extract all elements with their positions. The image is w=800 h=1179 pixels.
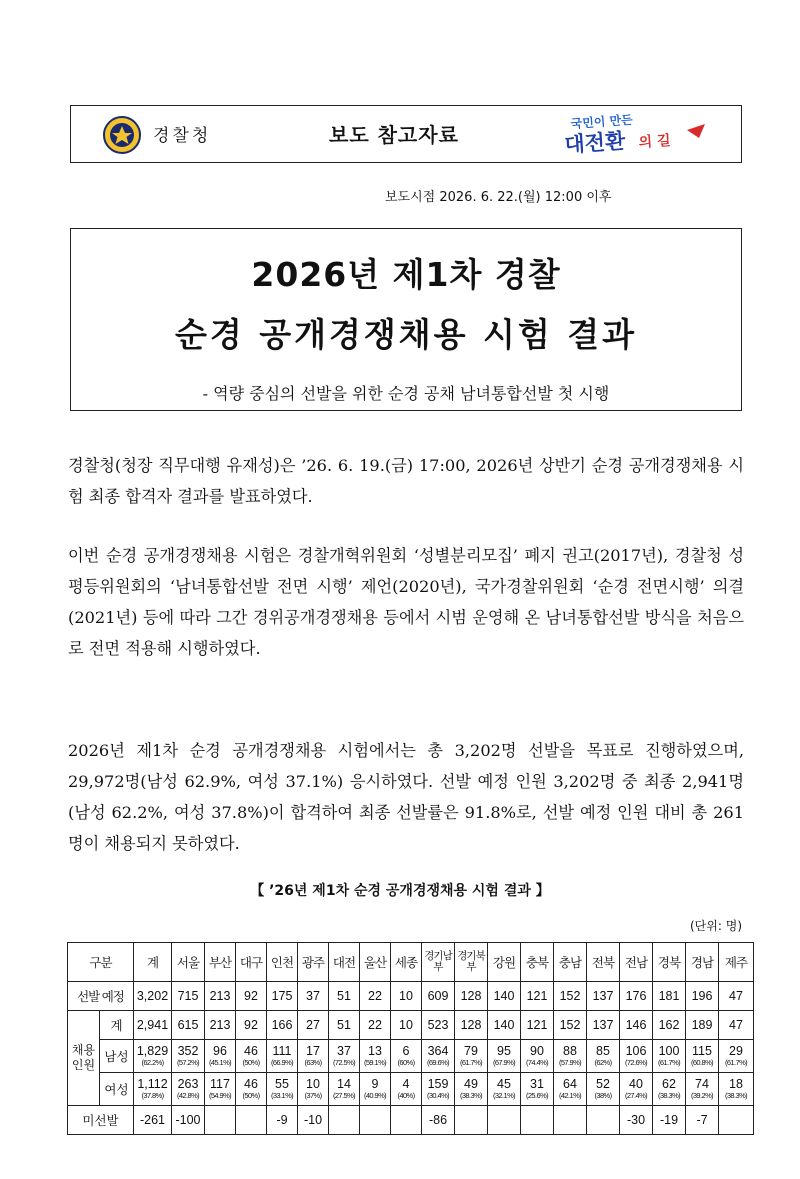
cell-count: 159 (427, 1076, 449, 1091)
table-cell: 121 (521, 1011, 554, 1040)
column-header: 경기남부 (422, 943, 455, 982)
table-cell (455, 1106, 488, 1135)
table-cell: 137 (587, 982, 620, 1011)
table-cell (391, 1040, 422, 1073)
column-header: 강원 (488, 943, 521, 982)
cell-percent: (61.7%) (459, 1057, 483, 1067)
cell-count: 10 (306, 1076, 320, 1091)
cell-count: 52 (596, 1076, 610, 1091)
column-header: 충북 (521, 943, 554, 982)
paragraph-3: 2026년 제1차 순경 공개경쟁채용 시험에서는 총 3,202명 선발을 목표로 진행하였으며, 29,972명(남성 62.9%, 여성 37.1%) 응시하였다. 선발 예정 인원 3,202명 중 최종 2,941명(남성 62.2%, 여성 37.8%)이 합격하여 최종 선발률은 91.8%로, 선발 예정 인원 대비 총 261명이 채용되지 못하였다. (68, 741, 744, 853)
table-cell: 213 (205, 1011, 236, 1040)
table-cell (360, 1040, 391, 1073)
column-header: 계 (134, 943, 172, 982)
cell-percent: (30.4%) (426, 1090, 450, 1100)
table-cell (455, 1040, 488, 1073)
table-cell (554, 1106, 587, 1135)
cell-count: 55 (275, 1076, 289, 1091)
cell-count: 14 (337, 1076, 351, 1091)
cell-percent: (32.1%) (492, 1090, 516, 1100)
table-cell (298, 1073, 329, 1106)
paragraph-1: 경찰청(청장 직무대행 유재성)은 ’26. 6. 19.(금) 17:00, 2026년 상반기 순경 공개경쟁채용 시험 최종 합격자 결과를 발표하였다. (68, 456, 744, 506)
table-cell: 3,202 (134, 982, 172, 1011)
table-cell: -7 (686, 1106, 719, 1135)
table-unit: (단위: 명) (690, 919, 742, 933)
table-cell: 128 (455, 1011, 488, 1040)
table-cell: 152 (554, 982, 587, 1011)
cell-percent: (72.5%) (332, 1057, 356, 1067)
cell-count: 64 (563, 1076, 577, 1091)
table-cell: 152 (554, 1011, 587, 1040)
table-cell (391, 1073, 422, 1106)
cell-percent: (27.4%) (624, 1090, 648, 1100)
cell-count: 100 (658, 1043, 680, 1058)
cell-percent: (62.2%) (141, 1057, 164, 1067)
table-cell: 176 (620, 982, 653, 1011)
table-cell: 137 (587, 1011, 620, 1040)
table-row (68, 1011, 754, 1040)
row-label: 미선발 (68, 1106, 134, 1135)
row-label: 남성 (100, 1040, 134, 1073)
title-line1: 2026년 제1차 경찰 (251, 255, 561, 294)
table-cell (488, 1073, 521, 1106)
table-cell: 162 (653, 1011, 686, 1040)
column-header: 제주 (719, 943, 754, 982)
table-cell: 51 (329, 982, 360, 1011)
column-header: 인천 (267, 943, 298, 982)
table-cell (488, 1040, 521, 1073)
table-cell (236, 1040, 267, 1073)
cell-percent: (50%) (242, 1057, 260, 1067)
table-cell: -9 (267, 1106, 298, 1135)
table-cell (329, 1106, 360, 1135)
table-cell: 523 (422, 1011, 455, 1040)
table-cell (587, 1040, 620, 1073)
cell-count: 96 (213, 1043, 227, 1058)
cell-percent: (61.7%) (657, 1057, 681, 1067)
table-cell: 37 (298, 982, 329, 1011)
table-cell: 47 (719, 982, 754, 1011)
cell-count: 31 (530, 1076, 544, 1091)
cell-count: 45 (497, 1076, 511, 1091)
paragraph-2: 이번 순경 공개경쟁채용 시험은 경찰개혁위원회 ‘성별분리모집’ 폐지 권고(2017년), 경찰청 성평등위원회의 ‘남녀통합선발 전면 시행’ 제언(2020년), 국가경찰위원회 ‘순경 전면시행’ 의결(2021년) 등에 따라 그간 경위공개경쟁채용 등에서 시범 운영해 온 남녀통합선발 방식을 처음으로 전면 적용해 시행하였다. (68, 546, 744, 658)
table-cell: 166 (267, 1011, 298, 1040)
table-cell: 213 (205, 982, 236, 1011)
table-cell: 715 (172, 982, 205, 1011)
table-cell (653, 1040, 686, 1073)
table-cell (329, 1073, 360, 1106)
table-cell: 181 (653, 982, 686, 1011)
table-cell: 140 (488, 982, 521, 1011)
title-line2: 순경 공개경쟁채용 시험 결과 (174, 315, 637, 354)
column-header: 경남 (686, 943, 719, 982)
table-cell: 189 (686, 1011, 719, 1040)
table-cell: 47 (719, 1011, 754, 1040)
table-cell (172, 1073, 205, 1106)
cell-percent: (27.5%) (332, 1090, 356, 1100)
column-header: 전북 (587, 943, 620, 982)
header-cell: 구분 (68, 943, 134, 982)
cell-count: 263 (177, 1076, 199, 1091)
table-cell (205, 1073, 236, 1106)
cell-percent: (40%) (397, 1090, 415, 1100)
table-cell (521, 1040, 554, 1073)
column-header: 부산 (205, 943, 236, 982)
column-header: 울산 (360, 943, 391, 982)
table-cell: 140 (488, 1011, 521, 1040)
table-cell: 92 (236, 1011, 267, 1040)
table-cell: 10 (391, 982, 422, 1011)
cell-count: 74 (695, 1076, 709, 1091)
cell-count: 17 (306, 1043, 320, 1058)
cell-percent: (61.7%) (724, 1057, 748, 1067)
police-emblem-icon (103, 116, 141, 154)
table-cell: 609 (422, 982, 455, 1011)
cell-count: 13 (368, 1043, 382, 1058)
cell-percent: (69.6%) (426, 1057, 450, 1067)
table-cell (360, 1106, 391, 1135)
cell-percent: (72.6%) (624, 1057, 648, 1067)
cell-percent: (60%) (397, 1057, 415, 1067)
table-cell (521, 1073, 554, 1106)
table-cell (329, 1040, 360, 1073)
cell-percent: (66.9%) (270, 1057, 294, 1067)
slogan-line1: 국민이 만든 (570, 112, 634, 131)
column-header: 대구 (236, 943, 267, 982)
table-cell: 146 (620, 1011, 653, 1040)
table-cell (554, 1040, 587, 1073)
row-group-label: 채용인원 (68, 1011, 100, 1106)
cell-percent: (59.1%) (363, 1057, 387, 1067)
table-cell (391, 1106, 422, 1135)
table-cell (587, 1106, 620, 1135)
cell-percent: (42.8%) (176, 1090, 200, 1100)
cell-percent: (39.2%) (690, 1090, 714, 1100)
table-cell: 128 (455, 982, 488, 1011)
cell-percent: (25.6%) (525, 1090, 549, 1100)
cell-count: 1,112 (137, 1076, 168, 1091)
cell-percent: (40.9%) (363, 1090, 387, 1100)
table-cell: -19 (653, 1106, 686, 1135)
cell-count: 29 (729, 1043, 743, 1058)
table-cell: 10 (391, 1011, 422, 1040)
cell-percent: (57.2%) (176, 1057, 200, 1067)
table-cell (620, 1073, 653, 1106)
cell-count: 46 (244, 1076, 258, 1091)
table-cell (455, 1073, 488, 1106)
cell-percent: (50%) (242, 1090, 260, 1100)
table-cell (134, 1040, 172, 1073)
table-cell: -10 (298, 1106, 329, 1135)
table-cell: 196 (686, 982, 719, 1011)
cell-count: 90 (530, 1043, 544, 1058)
table-cell: 92 (236, 982, 267, 1011)
cell-count: 37 (337, 1043, 351, 1058)
cell-percent: (33.1%) (270, 1090, 294, 1100)
cell-count: 4 (402, 1076, 410, 1091)
table-cell (686, 1073, 719, 1106)
cell-percent: (38%) (594, 1090, 612, 1100)
table-cell: 27 (298, 1011, 329, 1040)
table-cell: 22 (360, 1011, 391, 1040)
cell-percent: (57.9%) (558, 1057, 582, 1067)
cell-count: 6 (402, 1043, 410, 1058)
table-cell (719, 1040, 754, 1073)
cell-count: 111 (272, 1043, 292, 1058)
cell-percent: (60.8%) (690, 1057, 714, 1067)
table-row (68, 1073, 754, 1106)
table-cell (620, 1040, 653, 1073)
cell-count: 117 (210, 1076, 230, 1091)
table-row (68, 1106, 754, 1135)
table-header-row (68, 943, 754, 982)
column-header: 전남 (620, 943, 653, 982)
table-cell: -100 (172, 1106, 205, 1135)
slogan-line2a: 대전환 (563, 128, 627, 157)
table-cell (236, 1073, 267, 1106)
table-cell (587, 1073, 620, 1106)
slogan-logo (559, 112, 709, 158)
slogan-line2b: 의 길 (638, 132, 672, 151)
table-cell: 121 (521, 982, 554, 1011)
table-cell: -261 (134, 1106, 172, 1135)
row-label: 선발 예정 (68, 982, 134, 1011)
letterhead (70, 105, 742, 163)
table-cell (719, 1106, 754, 1135)
column-header: 광주 (298, 943, 329, 982)
table-cell (267, 1040, 298, 1073)
cell-count: 62 (662, 1076, 676, 1091)
table-cell (719, 1073, 754, 1106)
cell-percent: (38.3%) (459, 1090, 483, 1100)
cell-percent: (38.3%) (657, 1090, 681, 1100)
document-type: 보도 참고자료 (329, 123, 459, 147)
cell-percent: (42.1%) (558, 1090, 582, 1100)
table-cell (298, 1040, 329, 1073)
cell-count: 49 (464, 1076, 478, 1091)
cell-count: 85 (596, 1043, 610, 1058)
table-cell (686, 1040, 719, 1073)
cell-count: 364 (427, 1043, 449, 1058)
column-header: 세종 (391, 943, 422, 982)
title-box (70, 228, 742, 411)
cell-count: 40 (629, 1076, 643, 1091)
cell-percent: (62%) (594, 1057, 612, 1067)
table-cell (653, 1073, 686, 1106)
cell-percent: (37%) (304, 1090, 322, 1100)
table-cell (205, 1106, 236, 1135)
column-header: 서울 (172, 943, 205, 982)
table-cell: 2,941 (134, 1011, 172, 1040)
cell-count: 115 (692, 1043, 712, 1058)
row-label: 계 (100, 1011, 134, 1040)
cell-percent: (74.4%) (525, 1057, 549, 1067)
cell-count: 9 (371, 1076, 379, 1091)
table-cell: -30 (620, 1106, 653, 1135)
table-cell: 22 (360, 982, 391, 1011)
subtitle: - 역량 중심의 선발을 위한 순경 공채 남녀통합선발 첫 시행 (202, 384, 610, 403)
table-cell (134, 1073, 172, 1106)
cell-percent: (45.1%) (208, 1057, 232, 1067)
cell-percent: (54.9%) (208, 1090, 232, 1100)
table-cell (172, 1040, 205, 1073)
cell-count: 79 (464, 1043, 478, 1058)
cell-count: 95 (497, 1043, 511, 1058)
arrow-icon (687, 124, 705, 138)
cell-count: 1,829 (136, 1043, 169, 1058)
result-table (67, 942, 754, 1135)
table-title: 【 ’26년 제1차 순경 공개경쟁채용 시험 결과 】 (250, 883, 550, 899)
table-cell (488, 1106, 521, 1135)
table-row (68, 1040, 754, 1073)
cell-count: 106 (625, 1043, 647, 1058)
table-cell (422, 1040, 455, 1073)
table-row (68, 982, 754, 1011)
column-header: 경기북부 (455, 943, 488, 982)
table-cell: 51 (329, 1011, 360, 1040)
row-label: 여성 (100, 1073, 134, 1106)
cell-count: 46 (244, 1043, 258, 1058)
column-header: 대전 (329, 943, 360, 982)
cell-count: 352 (177, 1043, 199, 1058)
table-cell (205, 1040, 236, 1073)
table-cell: -86 (422, 1106, 455, 1135)
table-cell: 175 (267, 982, 298, 1011)
column-header: 충남 (554, 943, 587, 982)
agency-name: 경찰청 (153, 126, 212, 146)
column-header: 경북 (653, 943, 686, 982)
table-cell: 615 (172, 1011, 205, 1040)
cell-percent: (37.8%) (141, 1090, 164, 1100)
cell-percent: (38.3%) (724, 1090, 748, 1100)
cell-percent: (63%) (304, 1057, 322, 1067)
cell-count: 18 (729, 1076, 743, 1091)
cell-count: 88 (563, 1043, 577, 1058)
table-cell (267, 1073, 298, 1106)
table-cell (422, 1073, 455, 1106)
table-cell (554, 1073, 587, 1106)
table-cell (236, 1106, 267, 1135)
release-time: 보도시점 2026. 6. 22.(월) 12:00 이후 (385, 190, 612, 205)
cell-percent: (67.9%) (492, 1057, 516, 1067)
table-cell (521, 1106, 554, 1135)
table-cell (360, 1073, 391, 1106)
